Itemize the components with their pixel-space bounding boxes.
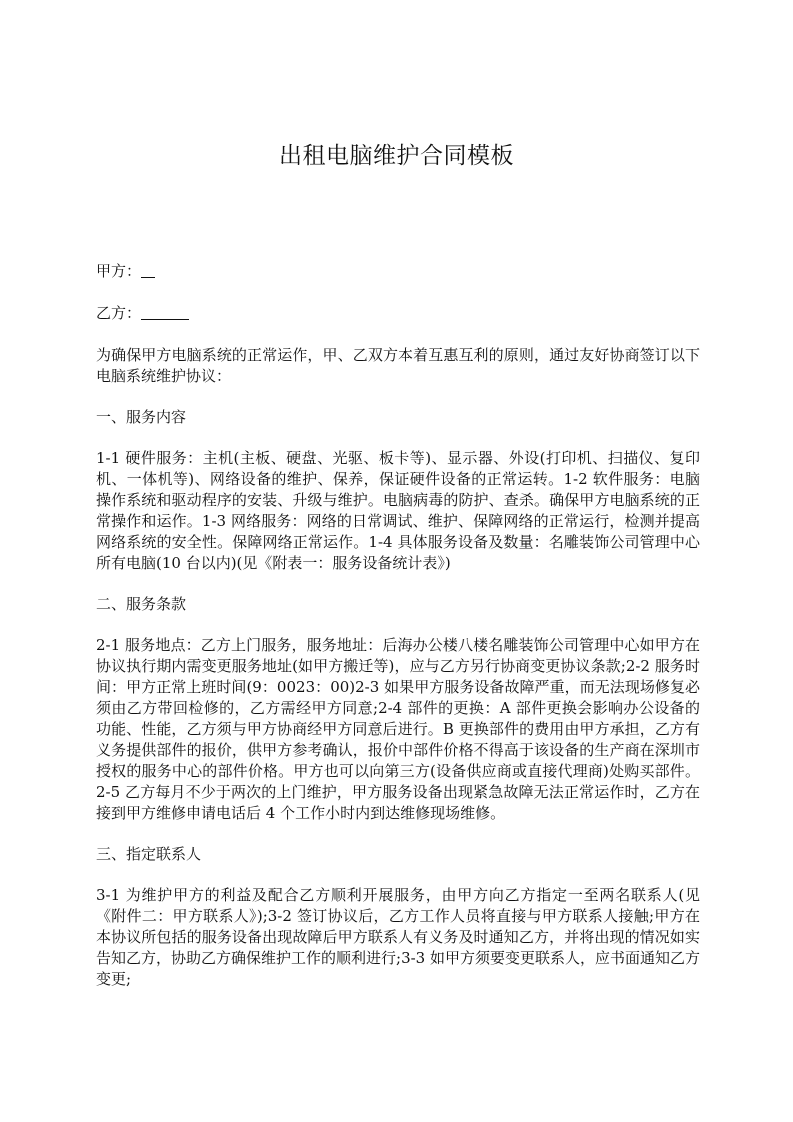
party-a-line [96,261,700,282]
section-heading-service-content: 一、服务内容 [96,408,187,426]
section-body-contact-person: 3-1 为维护甲方的利益及配合乙方顺利开展服务，由甲方向乙方指定一至两名联系人(见《附件二：甲方联系人》);3-2 签订协议后，乙方工作人员将直接与甲方联系人接触;甲方在本协议所包括的服务设备出现故障后甲方联系人有义务及时通知乙方，并将出现的情况如实告知乙方，协助乙方确保维护工作的顺利进行;3-3 如甲方须要变更联系人，应书面通知乙方变更; [96,886,700,988]
party-b-blank [141,304,189,320]
section-body-service-content: 1-1 硬件服务：主机(主板、硬盘、光驱、板卡等)、显示器、外设(打印机、扫描仪、复印机、一体机等)、网络设备的维护、保养，保证硬件设备的正常运转。1-2 软件服务：电脑操作系统和驱动程序的安装、升级与维护。电脑病毒的防护、查杀。确保甲方电脑系统的正常操作和运作。1-3 网络服务：网络的日常调试、维护、保障网络的正常运行，检测并提高网络系统的安全性。保障网络正常运作。1-4 具体服务设备及数量：名雕装饰公司管理中心所有电脑(10 台以内)(见《附表一：服务设备统计表》) [96,449,700,572]
intro-paragraph: 为确保甲方电脑系统的正常运作，甲、乙双方本着互惠互利的原则，通过友好协商签订以下电脑系统维护协议： [96,346,700,385]
party-a-label: 甲方： [96,262,142,280]
party-b-label: 乙方： [96,304,142,322]
section-heading-service-terms: 二、服务条款 [96,595,187,613]
section-heading-contact-person: 三、指定联系人 [96,845,202,863]
section-body-service-terms: 2-1 服务地点：乙方上门服务，服务地址：后海办公楼八楼名雕装饰公司管理中心如甲方在协议执行期内需变更服务地址(如甲方搬迁等)，应与乙方另行协商变更协议条款;2-2 服务时间：甲方正常上班时间(9：0023：00)2-3 如果甲方服务设备故障严重，而无法现场修复必须由乙方带回检修的，乙方需经甲方同意;2-4 部件的更换：A 部件更换会影响办公设备的功能、性能，乙方须与甲方协商经甲方同意后进行。B 更换部件的费用由甲方承担，乙方有义务提供部件的报价，供甲方参考确认，报价中部件价格不得高于该设备的生产商在深圳市授权的服务中心的部件价格。甲方也可以向第三方(设备供应商或直接代理商)处购买部件。2-5 乙方每月不少于两次的上门维护，甲方服务设备出现紧急故障无法正常运作时，乙方在接到甲方维修申请电话后 4 个工作小时内到达维修现场维修。 [96,636,700,822]
document-title: 出租电脑维护合同模板 [279,143,514,169]
party-b-line [96,303,700,324]
document-body [96,261,700,1010]
party-a-blank [141,262,155,278]
